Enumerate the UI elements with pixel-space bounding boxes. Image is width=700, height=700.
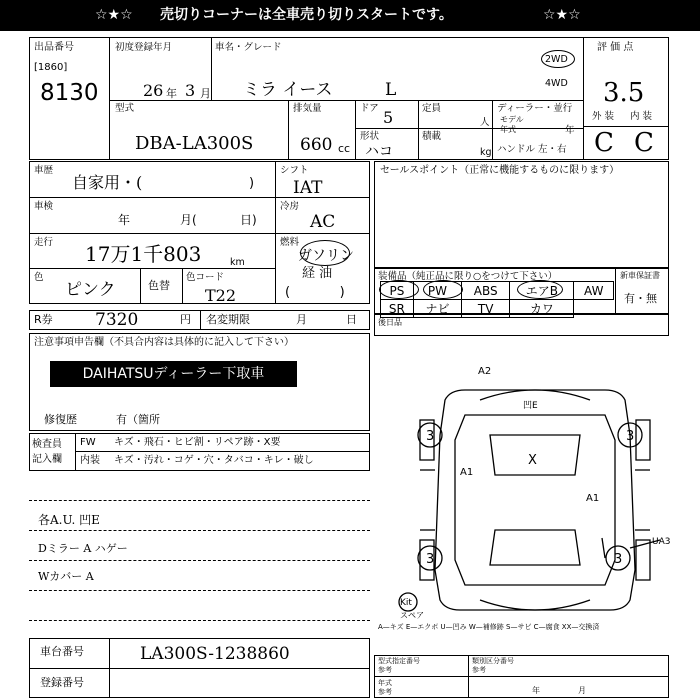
recycle-unit: 円 xyxy=(180,313,191,326)
displacement-label: 排気量 xyxy=(293,103,322,114)
chassis-value: LA300S-1238860 xyxy=(140,644,290,664)
model-value: DBA-LA300S xyxy=(135,133,254,154)
capacity-unit: 人 xyxy=(480,117,490,128)
shift-label: シフト xyxy=(280,165,309,176)
interior-label: 内 装 xyxy=(630,111,653,122)
chassis-label: 車台番号 xyxy=(40,645,84,658)
equip-sr: SR xyxy=(381,300,414,318)
equip-pw: PW xyxy=(413,282,461,300)
drive-circle xyxy=(541,50,575,68)
class-label: 類別区分番号 参考 xyxy=(472,657,514,674)
color-label: 色 xyxy=(34,272,44,283)
post-docs-label: 後日品 xyxy=(378,318,402,327)
fuel-gas: ガソリン xyxy=(298,248,354,264)
diag-a1-left: A1 xyxy=(460,467,474,478)
color-change-label: 色替 xyxy=(148,279,170,292)
banner-stars-right: ☆★☆ xyxy=(543,7,581,23)
damage-legend: A—キズ E—エクボ U—凹み W—補修跡 S—サビ C—腐食 XX—交換済 xyxy=(378,623,600,631)
note-line-3: Wカバー A xyxy=(38,570,94,583)
first-reg-month-unit: 月 xyxy=(200,87,211,100)
diag-three-rr: 3 xyxy=(614,552,623,567)
color-code: T22 xyxy=(205,286,237,305)
banner-text: 売切りコーナーは全車売り切りスタートです。 xyxy=(160,7,453,23)
ac-value: AC xyxy=(310,212,336,232)
inspection-label: 車検 xyxy=(34,201,54,212)
fuel-circle xyxy=(300,240,350,266)
load-label: 積載 xyxy=(422,131,442,142)
color-value: ピンク xyxy=(65,280,116,300)
recycle-label: R券 xyxy=(34,313,53,326)
model-year-label: モデル 年式 xyxy=(500,115,524,134)
first-reg-month: 3 xyxy=(185,81,196,100)
shape-value: ハコ xyxy=(365,144,393,160)
equip-tv: TV xyxy=(462,300,510,318)
year-unit: 年 xyxy=(532,686,540,695)
diag-three-rl: 3 xyxy=(426,552,435,567)
drive-4wd: 4WD xyxy=(545,78,568,89)
lot-label: 出品番号 xyxy=(34,42,74,53)
displacement-unit: cc xyxy=(338,142,351,155)
color-code-label: 色コード xyxy=(186,272,225,283)
displacement-value: 660 xyxy=(300,135,333,155)
year-label: 年式 参考 xyxy=(378,679,392,696)
doors-value: 5 xyxy=(383,108,394,127)
fuel-paren: ( ) xyxy=(285,285,345,300)
car-grade: L xyxy=(385,80,397,100)
diag-three-fl: 3 xyxy=(426,429,435,444)
history-label: 車歴 xyxy=(34,165,54,176)
score-value: 3.5 xyxy=(603,78,645,108)
diag-x: X xyxy=(528,453,537,468)
inspection-day: 日) xyxy=(240,213,257,227)
diag-kit: Kit xyxy=(400,598,412,608)
equip-ps-circle xyxy=(379,280,419,299)
model-year-unit: 年 xyxy=(565,125,575,136)
ac-label: 冷房 xyxy=(280,201,300,212)
equip-aw: AW xyxy=(574,282,614,300)
checker-label: 検査員 記入欄 xyxy=(32,439,62,465)
first-reg-label: 初度登録年月 xyxy=(115,42,173,53)
mileage-value: 17万1千803 xyxy=(85,242,202,266)
warranty-value: 有・無 xyxy=(624,292,657,305)
diag-spare: スペア xyxy=(400,611,424,620)
inspection-year: 年 xyxy=(118,213,131,227)
diag-ue: 凹E xyxy=(523,401,538,411)
diag-three-fr: 3 xyxy=(626,429,635,444)
car-name-value: ミラ イース xyxy=(243,80,333,100)
equip-ps: PS xyxy=(381,282,414,300)
fuel-label: 燃料 xyxy=(280,237,300,248)
equip-airbag: エアB xyxy=(510,282,574,300)
checker-fw: FW xyxy=(80,437,96,448)
note-line-2: Dミラー A ハゲー xyxy=(38,542,128,555)
inspection-month: 月( xyxy=(180,213,197,227)
month-unit: 月 xyxy=(578,686,586,695)
mileage-unit: km xyxy=(230,257,245,268)
first-reg-year-unit: 年 xyxy=(166,87,177,100)
equip-pw-circle xyxy=(423,280,463,299)
history-value: 自家用・( xyxy=(72,173,143,192)
note-line-1: 各A.U. 凹E xyxy=(38,513,100,527)
mileage-label: 走行 xyxy=(34,237,54,248)
shape-label: 形状 xyxy=(360,131,380,142)
diag-a2: A2 xyxy=(478,366,492,377)
banner-stars-left: ☆★☆ xyxy=(95,7,133,23)
checker-interior: 内装 xyxy=(80,455,100,466)
equipment-label: 装備品（純正品に限り○をつけて下さい） xyxy=(378,271,558,282)
exterior-score: C xyxy=(594,128,614,158)
load-unit: kg xyxy=(480,147,492,158)
repair-label: 修復歴 xyxy=(44,413,77,426)
checker-fw-items: キズ・飛石・ヒビ割・リペア跡・X要 xyxy=(114,437,281,448)
shift-value: IAT xyxy=(293,178,323,198)
score-label: 評 価 点 xyxy=(597,42,634,53)
lot-code: [1860] xyxy=(34,62,68,73)
drive-2wd: 2WD xyxy=(545,54,568,65)
dealer-tradein-box: DAIHATSUディーラー下取車 xyxy=(50,361,297,387)
repair-value: 有（箇所 xyxy=(116,413,160,426)
interior-score: C xyxy=(634,128,654,158)
checker-int-items: キズ・汚れ・コゲ・穴・タバコ・キレ・破し xyxy=(114,455,314,466)
top-banner xyxy=(0,0,700,31)
lot-number: 8130 xyxy=(40,80,99,106)
diag-a1-right: A1 xyxy=(586,493,600,504)
sales-point-label: セールスポイント（正常に機能するものに限ります） xyxy=(380,165,620,176)
type-spec-label: 型式指定番号 参考 xyxy=(378,657,420,674)
recycle-value: 7320 xyxy=(95,310,139,330)
equip-leather: カワ xyxy=(510,300,574,318)
post-docs-box xyxy=(374,314,669,336)
equip-navi: ナビ xyxy=(413,300,461,318)
equip-airbag-circle xyxy=(517,280,563,299)
name-change-day: 日 xyxy=(346,313,357,326)
history-close: ) xyxy=(249,176,255,191)
diag-ua3: UA3 xyxy=(652,537,671,547)
warranty-label: 新車保証書 xyxy=(620,271,660,280)
first-reg-year: 26 xyxy=(143,81,164,100)
capacity-label: 定員 xyxy=(422,103,442,114)
model-label: 型式 xyxy=(115,103,135,114)
doors-label: ドア xyxy=(360,103,379,114)
dealer-label: ディーラー・並行 xyxy=(497,103,573,114)
name-change-month: 月 xyxy=(296,313,307,326)
car-damage-diagram xyxy=(390,360,680,630)
car-name-label: 車名・グレード xyxy=(215,42,282,53)
sales-point-box xyxy=(374,161,669,268)
exterior-label: 外 装 xyxy=(592,111,615,122)
reg-label: 登録番号 xyxy=(40,676,84,689)
equip-abs: ABS xyxy=(462,282,510,300)
fuel-diesel: 経 油 xyxy=(302,266,333,281)
notes-label: 注意事項申告欄（不具合内容は具体的に記入して下さい） xyxy=(34,337,294,348)
handle-label: ハンドル 左・右 xyxy=(497,144,567,155)
name-change-label: 名変期限 xyxy=(206,313,250,326)
